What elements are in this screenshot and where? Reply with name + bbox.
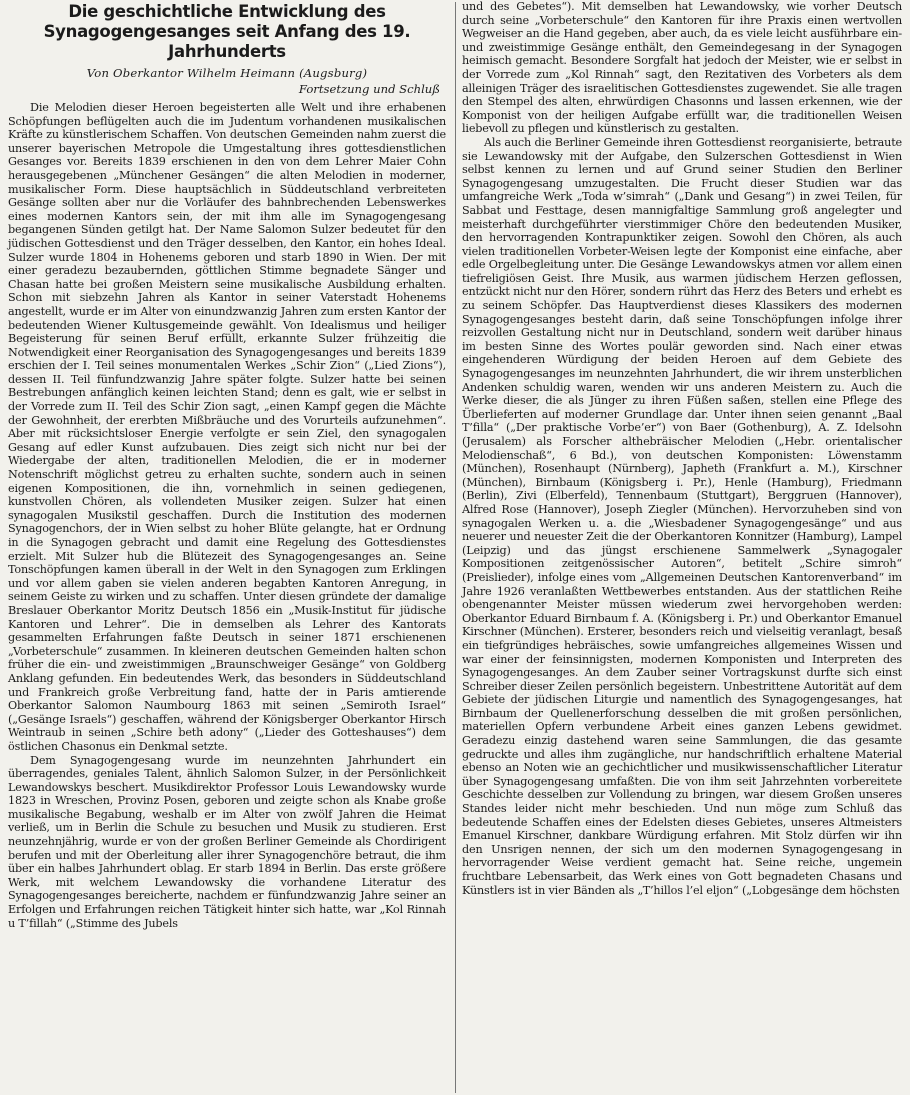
paragraph-lewandowsky: Dem Synagogengesang wurde im neunzehnten Jahrhundert ein überragendes, geniales Talent, ähnlich Salomon Sulzer, in der Persönlichkeit Lewandowskys beschert. Musikdirektor Professor Louis Lewandowsky wurde 1823 in Wreschen, Provinz Posen, geboren und zeigte schon als Knabe große musikalische Begabung, weshalb er im Alter von zwölf Jahren die Heimat verließ, um in Berlin die Schule zu besuchen und Musik zu studieren. Erst neunzehnjährig, wurde er von der großen Berliner Gemeinde als Chordirigent berufen und mit der Oberleitung aller ihrer Synagogenchöre betraut, die ihm über ein halbes Jahrhundert oblag. Er starb 1894 in Berlin. Das erste größere Werk, mit welchem Lewandowsky die vorhandene Literatur des Synagogengesanges bereicherte, nachdem er fünfundzwanzig Jahre seiner an Erfolgen und Erfahrungen reichen Tätigkeit hinter sich hatte, war „Kol Rinnah u T’fillah“ („Stimme des Jubels <box>8 753 446 930</box>
paragraph-lewandowsky-continued: und des Gebetes“). Mit demselben hat Lewandowsky, wie vorher Deutsch durch seine „Vorbeterschule“ den Kantoren für ihre Praxis einen wertvollen Wegweiser an die Hand gegeben, aber auch, da es viele leicht ausführbare ein- und zweistimmige Gesänge enthält, den Gemeindegesang in der Synagogen heimisch gemacht. Besondere Sorgfalt hat jedoch der Meister, wie er selbst in der Vorrede zum „Kol Rinnah“ sagt, den Rezitativen des Vorbeters als dem alleinigen Träger des israelitischen Gottesdienstes zugewendet. Sie alle tragen den Stempel des alten, ehrwürdigen Chasonns und lassen erkennen, wie der Komponist von der heiligen Aufgabe erfüllt war, die traditionellen Weisen liebevoll zu pflegen und künstlerisch zu gestalten. <box>462 0 902 136</box>
paragraph-berlin-masters: Als auch die Berliner Gemeinde ihren Gottesdienst reorganisierte, betraute sie Lewandowsky mit der Aufgabe, den Sulzerschen Gottesdienst in Wien selbst kennen zu lernen und auf Grund seiner Studien den Berliner Synagogengesang umzugestalten. Die Frucht dieser Studien war das umfangreiche Werk „Toda w’simrah“ („Dank und Gesang“) in zwei Teilen, für Sabbat und Festtage, desen mannigfaltige Sammlung groß angelegter und meisterhaft durchgeführter vierstimmiger Chöre den bedeutenden Musiker, den hervorragenden Kontrapunktiker zeigen. Sowohl den Chören, als auch vielen traditionellen Vorbeter-Weisen legte der Komponist eine einfache, aber edle Orgelbegleitung unter. Die Gesänge Lewandowskys atmen vor allem einen tiefreligiösen Geist. Ihre Musik, aus warmen jüdischem Herzen geflossen, entzückt nicht nur den Hörer, sondern rührt das Herz des Beters und erhebt es zu seinem Schöpfer. Das Hauptverdienst dieses Klassikers des modernen Synagogengesanges besteht darin, daß seine Tonschöpfungen infolge ihrer reizvollen Gestaltung nicht nur in Deutschland, sondern weit darüber hinaus im besten Sinne des Wortes poulär geworden sind. Nach einer etwas eingehenderen Würdigung der beiden Heroen auf dem Gebiete des Synagogengesanges im neunzehnten Jahrhundert, die wir ihrem unsterblichen Andenken schuldig waren, wenden wir uns anderen Meistern zu. Auch die Werke dieser, die als Jünger zu ihren Füßen saßen, stellen eine Pflege des Überlieferten auf moderner Grundlage dar. Unter ihnen seien genannt „Baal T’filla“ („Der praktische Vorbe’er“) von Baer (Gothenburg), A. Z. Idelsohn (Jerusalem) als Forscher althebräischer Melodien („Hebr. orientalischer Melodienschaß“, 6 Bd.), von deutschen Komponisten: Löwenstamm (München), Rosenhaupt (Nürnberg), Japheth (Frankfurt a. M.), Kirschner (München), Birnbaum (Königsberg i. Pr.), Henle (Hamburg), Friedmann (Berlin), Zivi (Elberfeld), Tennenbaum (Stuttgart), Berggruen (Hannover), Alfred Rose (Hannover), Joseph Ziegler (München). Hervorzuheben sind von synagogalen Werken u. a. die „Wiesbadener Synagogengesänge“ und aus neuerer und neuester Zeit die der Oberkantoren Konnitzer (Hamburg), Lampel (Leipzig) und das jüngst erschienene Sammelwerk „Synagogaler Kompositionen zeitgenössischer Autoren“, betitelt „Schire simroh“ (Preislieder), infolge eines vom „Allgemeinen Deutschen Kantorenverband“ im Jahre 1926 veranlaßten Wettbewerbes entstanden. Aus der stattlichen Reihe obengenannter Meister müssen wiederum zwei hervorgehoben werden: Oberkantor Eduard Birnbaum f. A. (Königsberg i. Pr.) und Oberkantor Emanuel Kirschner (München). Ersterer, besonders reich und vielseitig veranlagt, besaß ein tiefgründiges hebräisches, sowie umfangreiches allgemeines Wissen und war einer der feinsinnigsten, modernen Komponisten und Interpreten des Synagogengesanges. An dem Zauber seiner Vortragskunst durfte sich einst Schreiber dieser Zeilen persönlich begeistern. Unbestrittene Autorität auf dem Gebiete der jüdischen Liturgie und namentlich des Synagogengesanges, hat Birnbaum der Quellenerforschung desselben die mit großen persönlichen, materiellen Opfern verbundene Arbeit eines ganzen Lebens gewidmet. Geradezu einzig dastehend waren seine Sammlungen, die das gesamte gedruckte und alles ihm zugängliche, nur handschriftlich erhaltene Material ebenso an Noten wie an gechichtlicher und musikwissenschaftlicher Literatur über Synagogengesang umfaßten. Die von ihm seit Jahrzehnten vorbereitete Geschichte desselben zur Vollendung zu bringen, war diesem Großen unseres Standes leider nicht mehr beschieden. Und nun möge zum Schluß das bedeutende Schaffen eines der Edelsten dieses Gebietes, unseres Altmeisters Emanuel Kirschner, dankbare Würdigung erfahren. Mit Stolz dürfen wir ihn den Unsrigen nennen, der sich um den modernen Synagogengesang in hervorragender Weise verdient gemacht hat. Seine reiche, ungemein fruchtbare Lebensarbeit, das Werk eines von Gott begnadeten Chasans und Künstlers ist in vier Bänden als „T’hillos l’el eljon“ („Lobgesänge dem höchsten <box>462 135 902 897</box>
paragraph-sulzer: Die Melodien dieser Heroen begeisterten alle Welt und ihre erhabenen Schöpfungen beflügelten auch die im Judentum vorhandenen musikalischen Kräfte zu künstlerischem Schaffen. Von deutschen Gemeinden nahm zuerst die unserer bayerischen Metropole die Umgestaltung ihres gottesdienstlichen Gesanges vor. Bereits 1839 erschienen in den von dem Lehrer Maier Cohn herausgegebenen „Münchener Gesängen“ die alten Melodien in moderner, musikalischer Form. Diese hauptsächlich in Süddeutschland verbreiteten Gesänge sollten aber nur die Vorläufer des bahnbrechenden Lebenswerkes eines modernen Kantors sein, der mit ihm alle im Synagogengesang begangenen Sünden getilgt hat. Der Name Salomon Sulzer bedeutet für den jüdischen Gottesdienst und den Träger desselben, den Kantor, ein hohes Ideal. Sulzer wurde 1804 in Hohenems geboren und starb 1890 in Wien. Der mit einer geradezu bezaubernden, göttlichen Stimme begnadete Sänger und Chasan hatte bei großen Meistern seine musikalische Ausbildung erhalten. Schon mit siebzehn Jahren als Kantor in seiner Vaterstadt Hohenems angestellt, wurde er im Alter von einundzwanzig Jahren zum ersten Kantor der bedeutenden Wiener Kultusgemeinde gewählt. Von Idealismus und heiliger Begeisterung für seinen Beruf erfüllt, erkannte Sulzer frühzeitig die Notwendigkeit einer Reorganisation des Synagogengesanges und bereits 1839 erschien der I. Teil seines monumentalen Werkes „Schir Zion“ („Lied Zions“), dessen II. Teil fünfundzwanzig Jahre später folgte. Sulzer hatte bei seinen Bestrebungen anfänglich keinen leichten Stand; denn es galt, wie er selbst in der Vorrede zum II. Teil des Schir Zion sagt, „einen Kampf gegen die Mächte der Gewohnheit, der ererbten Mißbräuche und des Vorurteils aufzunehmen“. Aber mit rücksichtsloser Energie verfolgte er sein Ziel, den synagogalen Gesang auf edler Kunst aufzubauen. Dies zeigt sich nicht nur bei der Wiedergabe der alten, traditionellen Melodien, die er in moderner Notenschrift möglichst getreu zu erhalten suchte, sondern auch in seinen eigenen Kompositionen, die ihn, vornehmlich in seinen gediegenen, kunstvollen Chören, als vollendeten Musiker zeigen. Sulzer hat einen synagogalen Musikstil geschaffen. Durch die Institution des modernen Synagogenchors, der in Wien selbst zu hoher Blüte gelangte, hat er Ordnung in die Synagogen gebracht und damit eine Regelung des Gottesdienstes erzielt. Mit Sulzer hub die Blütezeit des Synagogengesanges an. Seine Tonschöpfungen kamen überall in der Welt in den Synagogen zum Erklingen und vor allem gaben sie vielen anderen begabten Kantoren Anregung, in seinem Geiste zu wirken und zu schaffen. Unter diesen gründete der damalige Breslauer Oberkantor Moritz Deutsch 1856 ein „Musik-Institut für jüdische Kantoren und Lehrer“. Die in demselben als Lehrer des Kantorats gesammelten Erfahrungen faßte Deutsch in seiner 1871 erschienenen „Vorbeterschule“ zusammen. In kleineren deutschen Gemeinden halten schon früher die ein- und zweistimmigen „Braunschweiger Gesänge“ von Goldberg Anklang gefunden. Ein bedeutendes Werk, das besonders in Süddeutschland und Frankreich große Verbreitung fand, hatte der in Paris amtierende Oberkantor Salomon Naumbourg 1863 mit seinen „Semiroth Israel“ („Gesänge Israels“) geschaffen, während der Königsberger Oberkantor Hirsch Weintraub in seinen „Schire beth adony“ („Lieder des Gotteshauses“) dem östlichen Chasonus ein Denkmal setzte. <box>8 101 446 753</box>
right-column <box>458 0 910 1095</box>
column-divider <box>455 2 456 1093</box>
left-column <box>0 0 452 1095</box>
article-byline: Von Oberkantor Wilhelm Heimann (Augsburg) <box>86 66 368 80</box>
continuation-note: Fortsetzung und Schluß <box>298 82 440 96</box>
article-title: Die geschichtliche Entwicklung des Synagogengesanges seit Anfang des 19. Jahrhunderts <box>43 2 411 61</box>
